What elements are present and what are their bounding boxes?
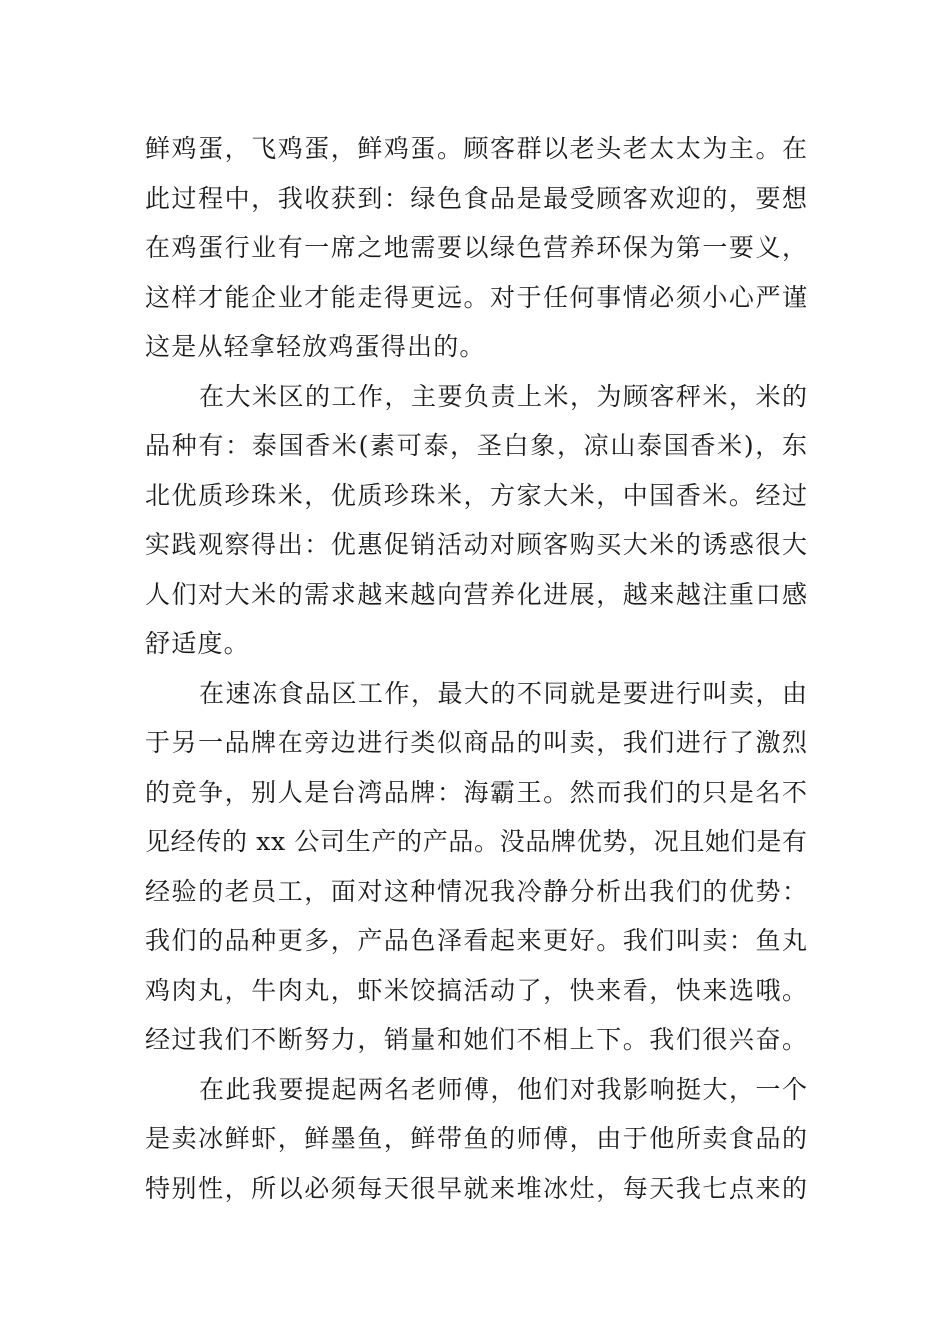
text-line: 北优质珍珠米，优质珍珠米，方家大米，中国香米。经过 <box>145 480 809 510</box>
text-line: 鸡肉丸，牛肉丸，虾米饺搞活动了，快来看，快来选哦。 <box>145 975 809 1005</box>
text-line: 在大米区的工作，主要负责上米，为顾客秤米，米的 <box>199 381 809 411</box>
text-line: 的竞争，别人是台湾品牌：海霸王。然而我们的只是名不 <box>145 777 809 807</box>
text-line: 舒适度。 <box>145 629 250 658</box>
text-line: 这是从轻拿轻放鸡蛋得出的。 <box>145 332 486 361</box>
text-line: 人们对大米的需求越来越向营养化进展，越来越注重口感 <box>145 579 809 609</box>
text-line: 在速冻食品区工作，最大的不同就是要进行叫卖，由 <box>199 678 809 708</box>
text-line: 在鸡蛋行业有一席之地需要以绿色营养环保为第一要义， <box>145 233 809 262</box>
text-line: 这样才能企业才能走得更远。对于任何事情必须小心严谨 <box>145 282 809 312</box>
text-line: 经过我们不断努力，销量和她们不相上下。我们很兴奋。 <box>145 1025 809 1054</box>
text-line: 此过程中，我收获到：绿色食品是最受顾客欢迎的，要想 <box>145 183 809 213</box>
text-line: 于另一品牌在旁边进行类似商品的叫卖，我们进行了激烈 <box>145 728 809 757</box>
text-line: 实践观察得出：优惠促销活动对顾客购买大米的诱惑很大 <box>145 530 809 559</box>
body-text <box>145 124 807 1213</box>
text-line: 特别性，所以必须每天很早就来堆冰灶，每天我七点来的 <box>145 1173 809 1203</box>
text-line: 见经传的 xx 公司生产的产品。没品牌优势，况且她们是有 <box>145 827 808 856</box>
text-line: 在此我要提起两名老师傅，他们对我影响挺大，一个 <box>199 1074 809 1104</box>
text-line: 我们的品种更多，产品色泽看起来更好。我们叫卖：鱼丸 <box>145 926 809 955</box>
text-line: 经验的老员工，面对这种情况我冷静分析出我们的优势： <box>145 876 809 906</box>
text-line: 鲜鸡蛋，飞鸡蛋，鲜鸡蛋。顾客群以老头老太太为主。在 <box>145 134 809 163</box>
text-line: 品种有：泰国香米(素可泰，圣白象，凉山泰国香米)，东 <box>145 431 809 460</box>
text-line: 是卖冰鲜虾，鲜墨鱼，鲜带鱼的师傅，由于他所卖食品的 <box>145 1124 809 1153</box>
